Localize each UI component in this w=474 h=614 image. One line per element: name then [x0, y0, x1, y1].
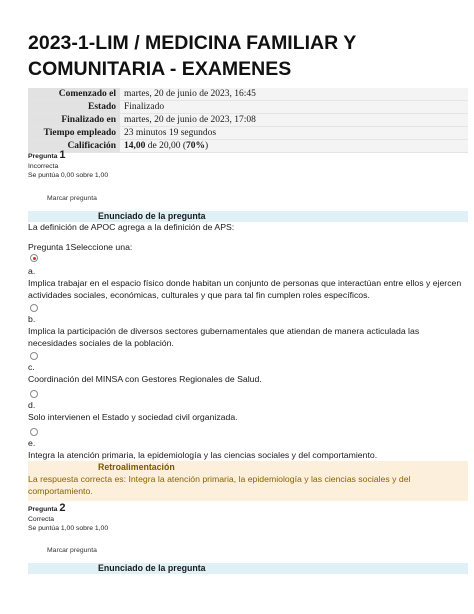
option-d-text[interactable]: Solo intervienen el Estado y sociedad civil organizada. — [28, 412, 238, 422]
option-e-radio[interactable] — [30, 428, 38, 436]
summary-value: 23 minutos 19 segundos — [120, 127, 468, 140]
flag-question-link[interactable]: Marcar pregunta — [47, 547, 97, 554]
summary-label: Finalizado en — [28, 114, 120, 127]
summary-value: Finalizado — [120, 101, 468, 114]
option-a-radio[interactable] — [30, 254, 38, 262]
summary-label: Tiempo empleado — [28, 127, 120, 140]
question-score: Se puntúa 0,00 sobre 1,00 — [28, 172, 109, 179]
question-heading: Enunciado de la pregunta — [98, 211, 206, 221]
attempt-summary-table — [28, 88, 468, 153]
summary-label: Estado — [28, 101, 120, 114]
option-e-letter: e. — [28, 438, 36, 448]
question-label: Pregunta — [28, 506, 58, 513]
option-c-letter: c. — [28, 362, 35, 372]
feedback-box — [28, 461, 468, 501]
option-e-text[interactable]: Integra la atención primaria, la epidemiología y las ciencias sociales y del comportamiento. — [28, 450, 378, 460]
question-text: La definición de APOC agrega a la definición de APS: — [28, 222, 235, 232]
question-prompt: Pregunta 1Seleccione una: — [28, 242, 133, 252]
question-number: 1 — [59, 149, 66, 161]
question-heading-bar — [28, 563, 468, 574]
question-number: 2 — [59, 502, 66, 514]
question-2-info — [28, 504, 108, 534]
option-b-letter: b. — [28, 314, 36, 324]
feedback-heading: Retroalimentación — [98, 462, 175, 472]
flag-question-link[interactable]: Marcar pregunta — [47, 195, 97, 202]
summary-value: 14,00 de 20,00 (70%) — [120, 140, 468, 153]
question-heading-bar — [28, 211, 468, 222]
option-d-radio[interactable] — [30, 390, 38, 398]
option-c-text[interactable]: Coordinación del MINSA con Gestores Regionales de Salud. — [28, 374, 262, 384]
question-label: Pregunta — [28, 153, 58, 160]
summary-row-finished — [28, 114, 468, 127]
summary-value: martes, 20 de junio de 2023, 17:08 — [120, 114, 468, 127]
summary-label: Calificación — [28, 140, 120, 153]
question-score: Se puntúa 1,00 sobre 1,00 — [28, 525, 109, 532]
page-title: 2023-1-LIM / MEDICINA FAMILIAR Y COMUNITARIA - EXAMENES — [28, 32, 356, 80]
summary-value: martes, 20 de junio de 2023, 16:45 — [120, 88, 468, 101]
option-c-radio[interactable] — [30, 352, 38, 360]
summary-row-started — [28, 88, 468, 101]
option-b-text[interactable]: Implica la participación de diversos sectores gubernamentales que atiendan de manera acticulada las necesidades sociales de la población. — [28, 326, 420, 348]
summary-row-state — [28, 101, 468, 114]
question-heading: Enunciado de la pregunta — [98, 563, 206, 573]
summary-label: Comenzado el — [28, 88, 120, 101]
question-status: Correcta — [28, 515, 55, 523]
option-a-text[interactable]: Implica trabajar en el espacio físico donde habitan un conjunto de personas que interactúan entre ellos y ejercen actividades sociales, económicas, culturales y que para tal fin cumplen roles específicos. — [28, 278, 462, 300]
option-a-letter: a. — [28, 266, 36, 276]
feedback-text: La respuesta correcta es: Integra la atención primaria, la epidemiología y las ciencias sociales y del comportamiento. — [28, 474, 411, 496]
option-d-letter: d. — [28, 400, 36, 410]
question-1-info — [28, 151, 108, 181]
question-status: Incorrecta — [28, 162, 59, 170]
summary-row-time — [28, 127, 468, 140]
option-b-radio[interactable] — [30, 304, 38, 312]
